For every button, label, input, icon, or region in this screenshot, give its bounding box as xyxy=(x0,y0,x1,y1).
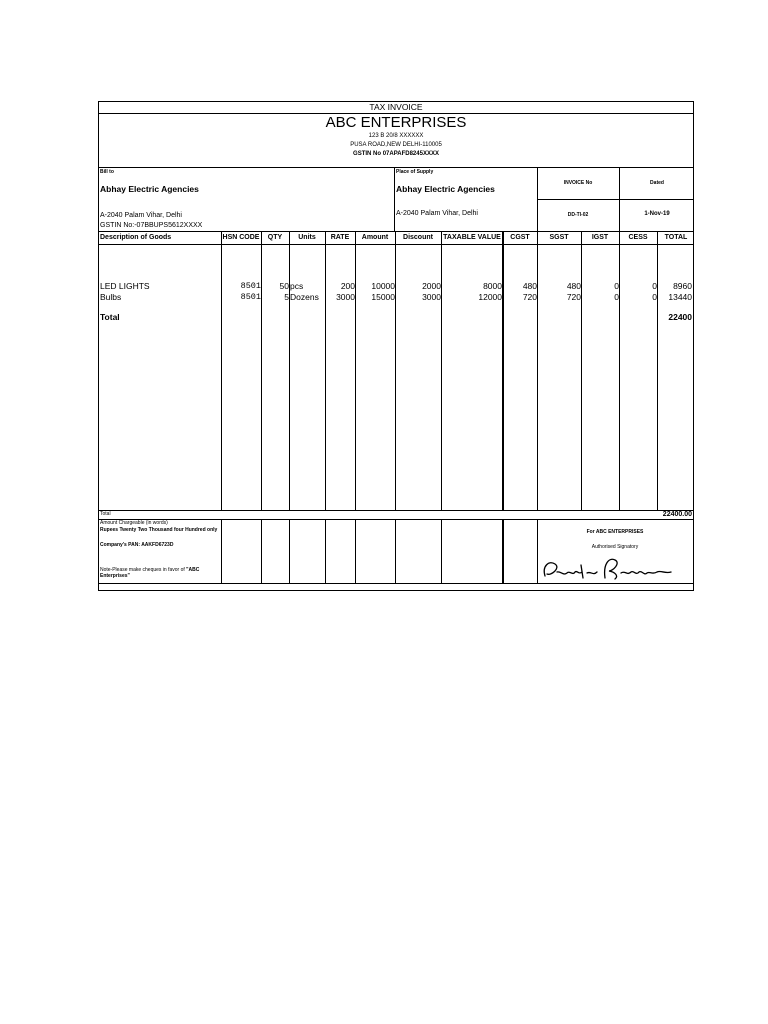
row-hsn: 8501 xyxy=(240,281,261,291)
row-discount: 3000 xyxy=(422,292,441,302)
place-of-supply-address: A-2040 Palam Vihar, Delhi xyxy=(396,210,478,217)
bill-to-label: Bill to xyxy=(100,169,114,175)
row-igst: 0 xyxy=(614,292,619,302)
body-total-value: 22400 xyxy=(668,312,692,322)
col-header-discount: Discount xyxy=(403,234,433,241)
col-header-amount: Amount xyxy=(361,234,389,241)
footer-total-label: Total xyxy=(100,511,111,517)
row-taxable: 8000 xyxy=(483,281,502,291)
row-qty: 5 xyxy=(284,292,289,302)
authorised-signatory: Authorised Signatory xyxy=(591,544,639,550)
row-amount: 15000 xyxy=(371,292,395,302)
row-sgst: 480 xyxy=(566,281,581,291)
row-description: LED LIGHTS xyxy=(100,281,150,291)
row-cess: 0 xyxy=(652,281,657,291)
company-gstin: GSTIN No 07APAFD8245XXXX xyxy=(353,151,439,157)
col-header-hsn: HSN CODE xyxy=(222,234,260,241)
row-cgst: 480 xyxy=(522,281,537,291)
company-pan: Company's PAN: AAKFD6723D xyxy=(100,542,174,548)
amount-words-label: Amount Chargeable (in words) xyxy=(100,520,168,526)
body-total-label: Total xyxy=(100,312,120,322)
row-total: 8960 xyxy=(673,281,692,291)
col-header-total: TOTAL xyxy=(664,234,688,241)
col-header-units: Units xyxy=(298,234,316,241)
footer-total-value: 22400.00 xyxy=(662,511,692,518)
invoice-no-value: DD-TI-02 xyxy=(567,212,589,218)
company-name: ABC ENTERPRISES xyxy=(325,114,467,131)
company-address-line1: 123 B 20/8 XXXXXX xyxy=(368,133,424,139)
doc-title: TAX INVOICE xyxy=(369,102,423,112)
row-cess: 0 xyxy=(652,292,657,302)
row-description: Bulbs xyxy=(100,292,122,302)
payment-note: Note-Please make cheques in favor of "ABC Enterprises" xyxy=(100,567,200,579)
row-amount: 10000 xyxy=(371,281,395,291)
dated-value: 1-Nov-19 xyxy=(644,211,670,217)
col-header-description: Description of Goods xyxy=(100,234,172,241)
place-of-supply-name: Abhay Electric Agencies xyxy=(396,184,495,194)
company-address-line2: PUSA ROAD,NEW DELHI-110005 xyxy=(350,142,442,148)
row-cgst: 720 xyxy=(522,292,537,302)
row-taxable: 12000 xyxy=(478,292,502,302)
col-header-rate: RATE xyxy=(330,234,350,241)
row-units: Dozens xyxy=(290,292,319,302)
tax-invoice xyxy=(98,101,694,591)
bill-to-name: Abhay Electric Agencies xyxy=(100,184,199,194)
row-rate: 3000 xyxy=(336,292,355,302)
for-company: For ABC ENTERPRISES xyxy=(586,529,644,535)
row-units: pcs xyxy=(290,281,304,291)
col-header-igst: IGST xyxy=(591,234,609,241)
col-header-cgst: CGST xyxy=(510,234,530,241)
row-sgst: 720 xyxy=(566,292,581,302)
dated-label: Dated xyxy=(650,180,664,186)
col-header-cess: CESS xyxy=(628,234,648,241)
col-header-qty: QTY xyxy=(267,234,283,241)
row-total: 13440 xyxy=(668,292,692,302)
row-hsn: 8501 xyxy=(240,292,261,302)
col-header-taxable: TAXABLE VALUE xyxy=(443,234,501,241)
col-header-sgst: SGST xyxy=(549,234,569,241)
bill-to-gstin: GSTIN No:-07BBUPS5612XXXX xyxy=(100,222,203,229)
signature xyxy=(539,554,679,584)
row-discount: 2000 xyxy=(422,281,441,291)
row-igst: 0 xyxy=(614,281,619,291)
bill-to-address: A-2040 Palam Vihar, Delhi xyxy=(100,212,182,219)
amount-words: Rupees Twenty Two Thousand four Hundred only xyxy=(100,527,218,533)
row-rate: 200 xyxy=(340,281,355,291)
place-of-supply-label: Place of Supply xyxy=(396,169,434,175)
invoice-no-label: INVOICE No xyxy=(563,180,593,186)
row-qty: 50 xyxy=(279,281,289,291)
